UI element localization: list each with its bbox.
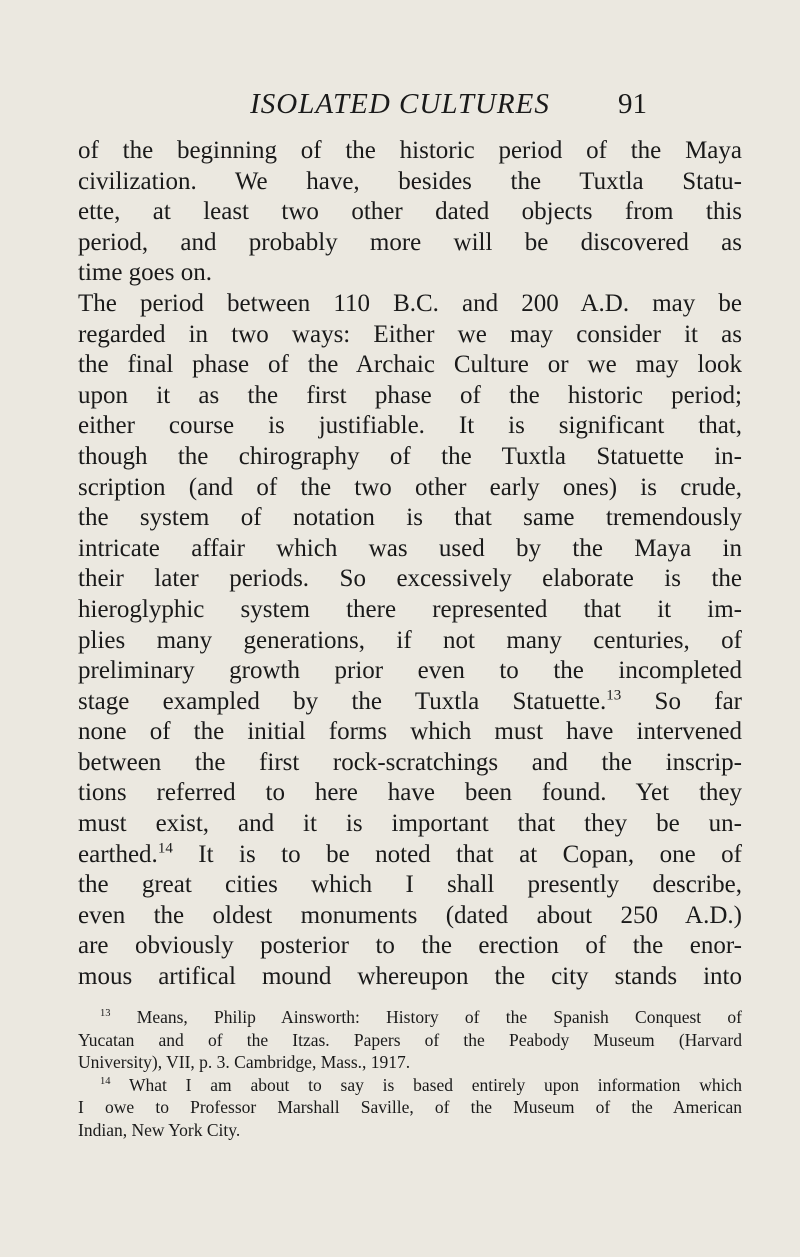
page-number: 91 xyxy=(618,88,647,120)
text-line: their later periods. So excessively elaborate is the xyxy=(78,565,742,593)
footnote-ref-13[interactable]: 13 xyxy=(606,687,622,704)
text-line: the final phase of the Archaic Culture or we may look xyxy=(78,351,742,379)
text-segment: stage exampled by the Tuxtla Statuette. xyxy=(78,687,607,715)
text-segment: So far xyxy=(621,687,742,715)
footnote-14-line: Indian, New York City. xyxy=(78,1119,241,1140)
text-line: none of the initial forms which must have intervened xyxy=(78,718,742,746)
text-line: even the oldest monuments (dated about 250 A.D.) xyxy=(78,901,742,929)
text-line: hieroglyphic system there represented that it im- xyxy=(78,595,742,623)
text-line: between the first rock-scratchings and the inscrip- xyxy=(78,748,742,776)
text-line: civilization. We have, besides the Tuxtla Statu- xyxy=(78,167,742,195)
footnotes xyxy=(78,1006,742,1141)
text-line-with-footnote xyxy=(78,840,742,871)
text-line: the great cities which I shall presently describe, xyxy=(78,871,742,899)
text-line: mous artifical mound whereupon the city stands into xyxy=(78,963,742,991)
footnote-mark-13: 13 xyxy=(100,1008,111,1020)
text-line: are obviously posterior to the erection of the enor- xyxy=(78,932,742,960)
text-line: ette, at least two other dated objects from this xyxy=(78,198,742,226)
footnote-mark-14: 14 xyxy=(100,1075,111,1087)
text-line: intricate affair which was used by the Maya in xyxy=(78,534,742,562)
footnote-ref-14[interactable]: 14 xyxy=(157,840,173,857)
footnote-13-line: University), VII, p. 3. Cambridge, Mass., 1917. xyxy=(78,1052,411,1072)
text-line: period, and probably more will be discovered as xyxy=(78,228,742,256)
text-line: preliminary growth prior even to the incompleted xyxy=(78,657,742,685)
text-line: though the chirography of the Tuxtla Statuette in- xyxy=(78,442,742,470)
text-line: the system of notation is that same tremendously xyxy=(78,504,742,532)
footnote-14-line xyxy=(78,1074,742,1097)
text-line: tions referred to here have been found. Yet they xyxy=(78,779,742,807)
text-segment: earthed. xyxy=(78,840,158,868)
running-title: ISOLATED CULTURES xyxy=(250,88,550,120)
footnote-14-line: I owe to Professor Marshall Saville, of the Museum of the American xyxy=(78,1097,742,1117)
footnote-13-line xyxy=(78,1006,742,1029)
text-segment: It is to be noted that at Copan, one of xyxy=(172,840,742,868)
footnote-text: What I am about to say is based entirely upon information which xyxy=(110,1074,742,1095)
text-line: scription (and of the two other early ones) is crude, xyxy=(78,473,742,501)
text-line: of the beginning of the historic period of the Maya xyxy=(78,137,742,164)
text-line: upon it as the first phase of the historic period; xyxy=(78,381,742,409)
text-line: time goes on. xyxy=(78,259,213,287)
body-text xyxy=(78,136,742,993)
footnote-text: Means, Philip Ainsworth: History of the Spanish Conquest of xyxy=(110,1007,742,1027)
text-line: regarded in two ways: Either we may consider it as xyxy=(78,320,742,348)
text-line: plies many generations, if not many centuries, of xyxy=(78,626,742,654)
footnote-13-line: Yucatan and of the Itzas. Papers of the Peabody Museum (Harvard xyxy=(78,1029,742,1050)
text-line: either course is justifiable. It is significant that, xyxy=(78,412,742,440)
text-line: The period between 110 B.C. and 200 A.D. may be xyxy=(78,289,742,317)
text-line: must exist, and it is important that they be un- xyxy=(78,810,742,838)
text-line-with-footnote xyxy=(78,687,742,718)
